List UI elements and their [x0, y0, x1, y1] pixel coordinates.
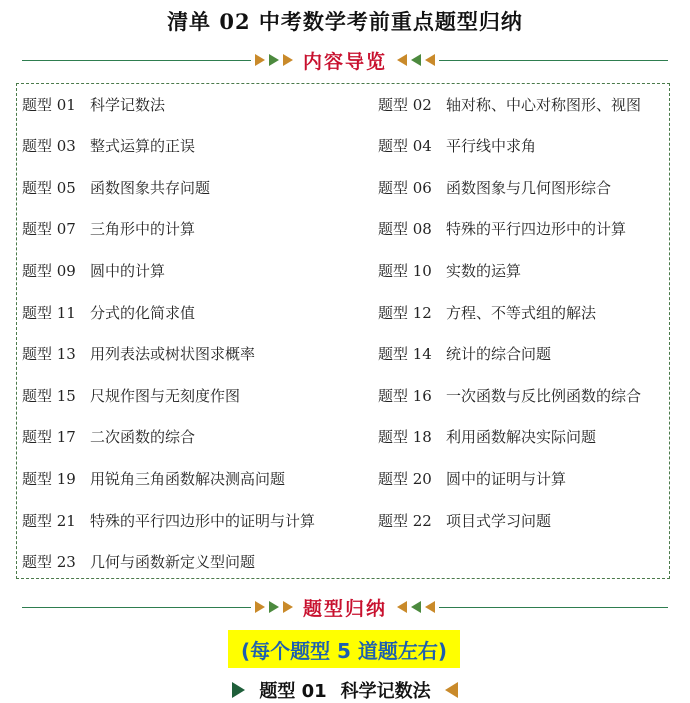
section-title: 科学记数法	[340, 681, 431, 702]
toc-item[interactable]	[22, 92, 165, 116]
toc-item-number: 题型 12	[378, 303, 432, 322]
toc-item-title: 用锐角三角函数解决测高问题	[90, 469, 286, 488]
toc-item[interactable]	[378, 258, 521, 282]
toc-item[interactable]	[22, 258, 165, 282]
toc-item[interactable]	[22, 383, 240, 407]
section-heading	[0, 678, 690, 702]
toc-item-number: 题型 15	[22, 386, 76, 405]
toc-item-number: 题型 06	[378, 178, 432, 197]
toc-item[interactable]	[378, 466, 566, 490]
toc-item-number: 题型 01	[22, 95, 76, 114]
toc-item-number: 题型 16	[378, 386, 432, 405]
page-title: 清单 02 中考数学考前重点题型归纳	[167, 9, 523, 34]
toc-item-number: 题型 20	[378, 469, 432, 488]
toc-item[interactable]	[22, 134, 195, 158]
toc-item[interactable]	[378, 425, 596, 449]
toc-item-number: 题型 23	[22, 553, 76, 572]
toc-item[interactable]	[378, 175, 611, 199]
toc-item-number: 题型 11	[22, 303, 76, 322]
toc-header: 内容导览	[303, 50, 388, 73]
toc-item-title: 函数图象共存问题	[90, 178, 211, 197]
toc-item[interactable]	[378, 342, 551, 366]
separator-line-left	[22, 60, 251, 61]
toc-item[interactable]	[22, 425, 195, 449]
toc-item-number: 题型 18	[378, 428, 432, 447]
toc-item[interactable]	[22, 550, 255, 574]
toc-item-number: 题型 08	[378, 220, 432, 239]
right-triangle-icon	[232, 682, 245, 698]
toc-item-number: 题型 03	[22, 137, 76, 156]
toc-item-title: 实数的运算	[446, 261, 522, 280]
toc-item-title: 用列表法或树状图求概率	[90, 345, 256, 364]
separator-line-right	[439, 60, 668, 61]
toc-item-title: 几何与函数新定义型问题	[90, 553, 256, 572]
right-arrows-icon	[255, 54, 293, 66]
toc-item-number: 题型 04	[378, 137, 432, 156]
summary-separator	[22, 593, 668, 621]
toc-item-number: 题型 09	[22, 261, 76, 280]
separator-line-left	[22, 607, 251, 608]
toc-item-title: 特殊的平行四边形中的计算	[446, 220, 627, 239]
toc-item-title: 一次函数与反比例函数的综合	[446, 386, 642, 405]
toc-item-title: 统计的综合问题	[446, 345, 552, 364]
toc-item[interactable]	[378, 300, 596, 324]
toc-item[interactable]	[378, 383, 641, 407]
toc-item-title: 科学记数法	[90, 95, 166, 114]
toc-item-title: 轴对称、中心对称图形、视图	[446, 95, 642, 114]
toc-item[interactable]	[22, 300, 195, 324]
toc-item-title: 方程、不等式组的解法	[446, 303, 597, 322]
toc-item-title: 平行线中求角	[446, 137, 537, 156]
toc-item-title: 特殊的平行四边形中的证明与计算	[90, 511, 316, 530]
toc-item-number: 题型 22	[378, 511, 432, 530]
toc-item-title: 圆中的证明与计算	[446, 469, 567, 488]
toc-item-number: 题型 05	[22, 178, 76, 197]
toc-item-number: 题型 10	[378, 261, 432, 280]
toc-item-title: 项目式学习问题	[446, 511, 552, 530]
toc-item-number: 题型 17	[22, 428, 76, 447]
toc-item-number: 题型 19	[22, 469, 76, 488]
toc-item-title: 利用函数解决实际问题	[446, 428, 597, 447]
toc-item-title: 函数图象与几何图形综合	[446, 178, 612, 197]
toc-item[interactable]	[22, 217, 195, 241]
right-arrows-icon	[255, 601, 293, 613]
toc-item-number: 题型 13	[22, 345, 76, 364]
toc-item-title: 圆中的计算	[90, 261, 166, 280]
toc-separator	[22, 46, 668, 74]
toc-item-title: 尺规作图与无刻度作图	[90, 386, 241, 405]
summary-header: 题型归纳	[303, 597, 388, 620]
section-num-label: 题型 01	[259, 681, 327, 702]
toc-item-number: 题型 21	[22, 511, 76, 530]
toc-item-title: 整式运算的正误	[90, 137, 196, 156]
toc-item-number: 题型 14	[378, 345, 432, 364]
toc-item-number: 题型 02	[378, 95, 432, 114]
toc-item[interactable]	[22, 175, 210, 199]
left-triangle-icon	[445, 682, 458, 698]
toc-item[interactable]	[22, 466, 285, 490]
toc-item[interactable]	[378, 92, 641, 116]
toc-item-number: 题型 07	[22, 220, 76, 239]
left-arrows-icon	[397, 601, 435, 613]
question-count-note: (每个题型 5 道题左右)	[228, 630, 460, 668]
toc-item[interactable]	[378, 134, 536, 158]
toc-item[interactable]	[378, 217, 626, 241]
toc-item-title: 二次函数的综合	[90, 428, 196, 447]
toc-item-title: 三角形中的计算	[90, 220, 196, 239]
toc-item[interactable]	[378, 508, 551, 532]
left-arrows-icon	[397, 54, 435, 66]
toc-item[interactable]	[22, 508, 315, 532]
toc-item[interactable]	[22, 342, 255, 366]
separator-line-right	[439, 607, 668, 608]
toc-item-title: 分式的化简求值	[90, 303, 196, 322]
